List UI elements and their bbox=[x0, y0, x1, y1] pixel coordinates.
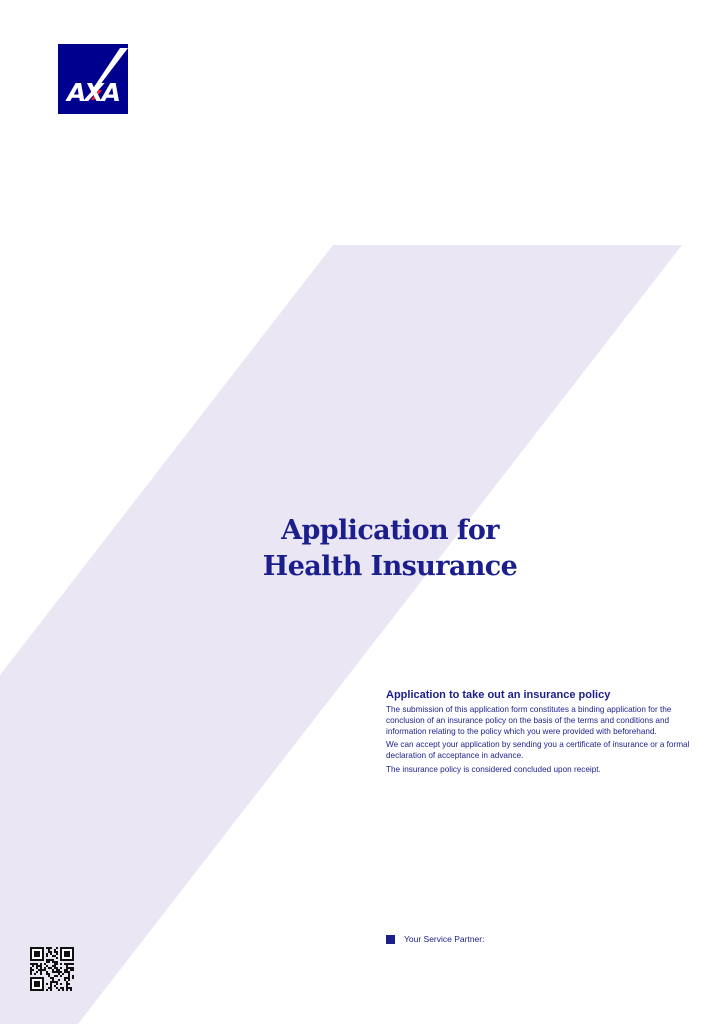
bullet-square-icon bbox=[386, 935, 395, 944]
intro-heading: Application to take out an insurance policy bbox=[386, 689, 611, 701]
intro-paragraph-1: The submission of this application form constitutes a binding application for the conclusion of an insurance policy on the basis of the terms and conditions and information relating to the policy which you were provided with beforehand. bbox=[386, 705, 672, 736]
service-partner bbox=[386, 934, 484, 945]
title-line-1: Application for bbox=[281, 515, 499, 546]
intro-section bbox=[386, 688, 696, 779]
title-line-2: Health Insurance bbox=[262, 551, 518, 582]
document-title bbox=[230, 513, 550, 585]
qr-code-icon bbox=[30, 947, 74, 991]
axa-logo bbox=[58, 44, 128, 114]
logo-wordmark: AXA bbox=[67, 78, 119, 107]
service-partner-label: Your Service Partner: bbox=[404, 934, 485, 944]
intro-paragraph-3: The insurance policy is considered concluded upon receipt. bbox=[386, 764, 601, 774]
intro-paragraph-2: We can accept your application by sending you a certificate of insurance or a formal declaration of acceptance in advance. bbox=[386, 740, 690, 761]
